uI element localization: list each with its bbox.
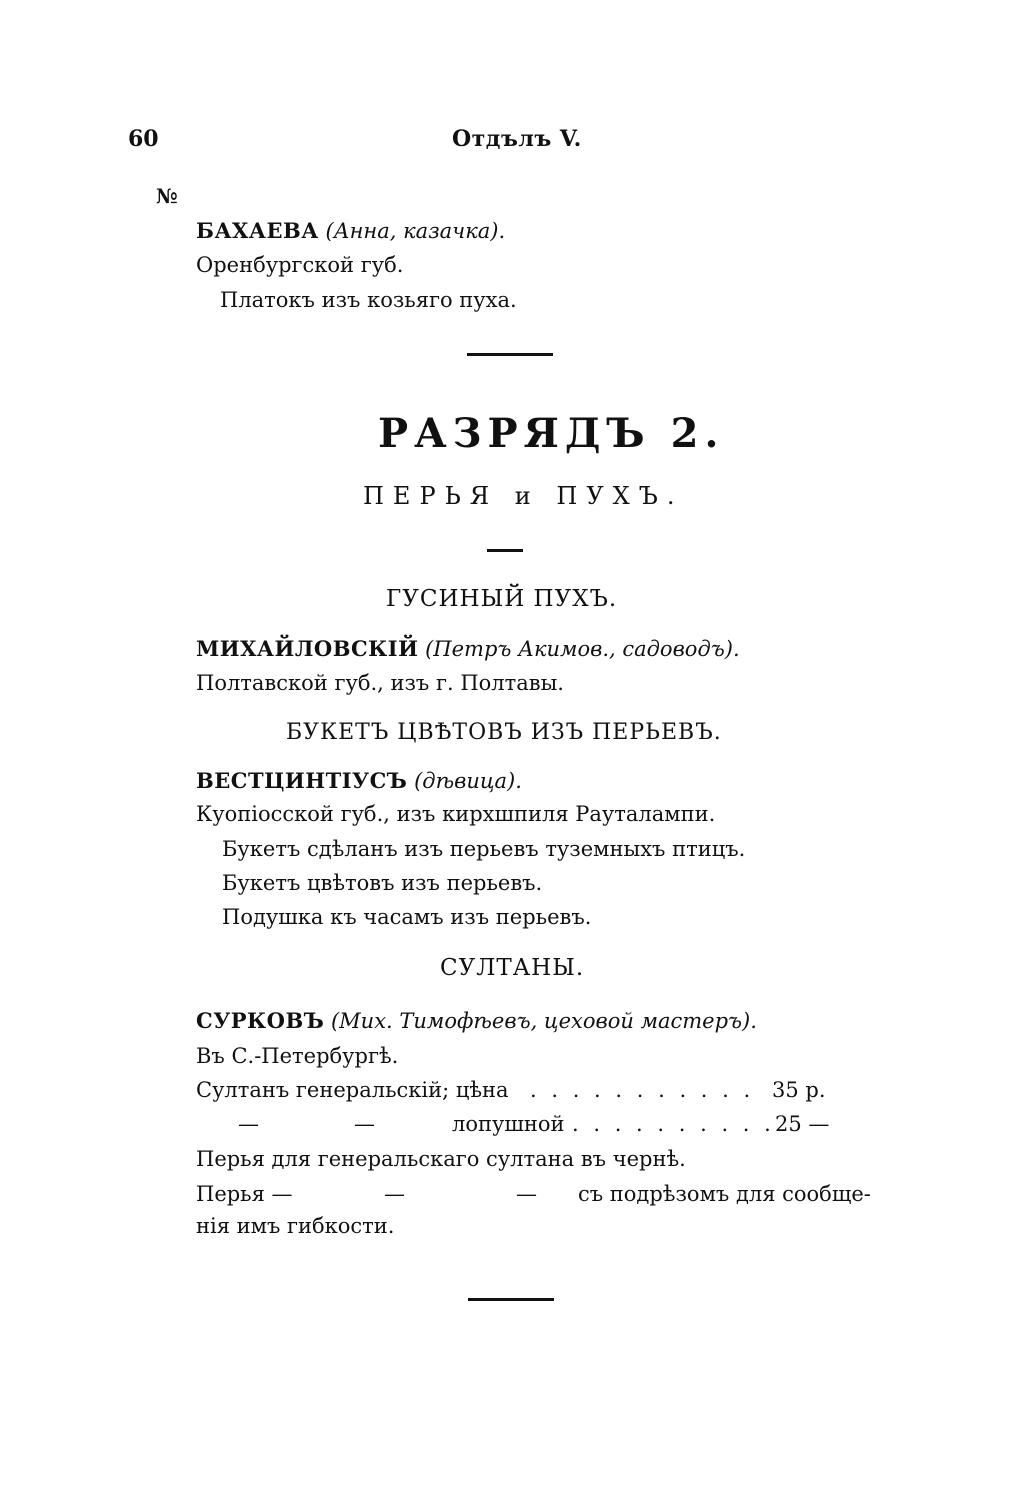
entry-surkov-item: съ подрѣзомъ для сообще- (578, 1182, 871, 1206)
exhibitor-name: МИХАЙЛОВСКІЙ (196, 636, 419, 661)
exhibitor-name: ВЕСТЦИНТІУСЪ (196, 768, 408, 793)
entry-surkov-item: нія имъ гибкости. (196, 1214, 395, 1238)
list-item: Букетъ цвѣтовъ изъ перьевъ. (222, 871, 543, 895)
ditto-dash: — (516, 1182, 537, 1206)
end-divider (468, 1298, 554, 1301)
ditto-dash: — (238, 1112, 259, 1136)
entry-surkov-header (196, 1008, 757, 1033)
entry-surkov-item: Перья — (196, 1182, 293, 1206)
heading-goose-down: ГУСИНЫЙ ПУХЪ. (386, 586, 618, 612)
running-head: Отдълъ V. (452, 126, 582, 152)
exhibitor-desc: (Мих. Тимофѣевъ, цеховой мастеръ). (330, 1009, 757, 1033)
price-row-text: лопушной (452, 1112, 565, 1136)
price-row-text: Султанъ генеральскій; цѣна (196, 1078, 509, 1102)
section-subtitle: ПЕРЬЯ и ПУХЪ. (363, 482, 684, 510)
entry-mikhailovsky-place: Полтавской губ., изъ г. Полтавы. (196, 671, 564, 695)
entry-surkov-item: Перья для генеральскаго султана въ чернѣ. (196, 1147, 686, 1171)
entry-vesttsintius-place: Куопіосской губ., изъ кирхшпиля Рауталампи. (196, 802, 716, 826)
ditto-dash: — (354, 1112, 375, 1136)
price-value: 35 р. (772, 1078, 826, 1102)
list-item: Букетъ сдѣланъ изъ перьевъ туземныхъ птицъ. (222, 837, 746, 861)
exhibitor-desc: (Анна, казачка). (325, 219, 506, 243)
entry-mikhailovsky-header (196, 636, 740, 661)
price-value: 25 — (775, 1112, 830, 1136)
section-divider (467, 353, 553, 356)
exhibitor-desc: (дѣвица). (414, 769, 522, 793)
entry-surkov-place: Въ С.-Петербургѣ. (196, 1044, 399, 1068)
entry-bakhaeva-item: Платокъ изъ козьяго пуха. (220, 288, 517, 312)
ditto-dash: — (384, 1182, 405, 1206)
heading-bouquet: БУКЕТЪ ЦВѢТОВЪ ИЗЪ ПЕРЬЕВЪ. (286, 720, 722, 745)
entry-bakhaeva-header (196, 218, 505, 243)
number-sign: № (156, 184, 178, 208)
heading-sultans: СУЛТАНЫ. (440, 955, 585, 981)
entry-vesttsintius-header (196, 768, 522, 793)
exhibitor-desc: (Петръ Акимов., садоводъ). (425, 637, 740, 661)
section-title: РАЗРЯДЪ 2. (378, 410, 725, 457)
exhibitor-name: СУРКОВЪ (196, 1008, 325, 1033)
exhibitor-name: БАХАЕВА (196, 218, 319, 243)
leader-dots: . . . . . . . . . . (572, 1112, 775, 1136)
leader-dots: . . . . . . . . . . . (530, 1078, 755, 1102)
page-number: 60 (128, 126, 159, 152)
entry-bakhaeva-place: Оренбургской губ. (196, 253, 404, 277)
list-item: Подушка къ часамъ изъ перьевъ. (222, 905, 592, 929)
subsection-dash (487, 549, 523, 552)
